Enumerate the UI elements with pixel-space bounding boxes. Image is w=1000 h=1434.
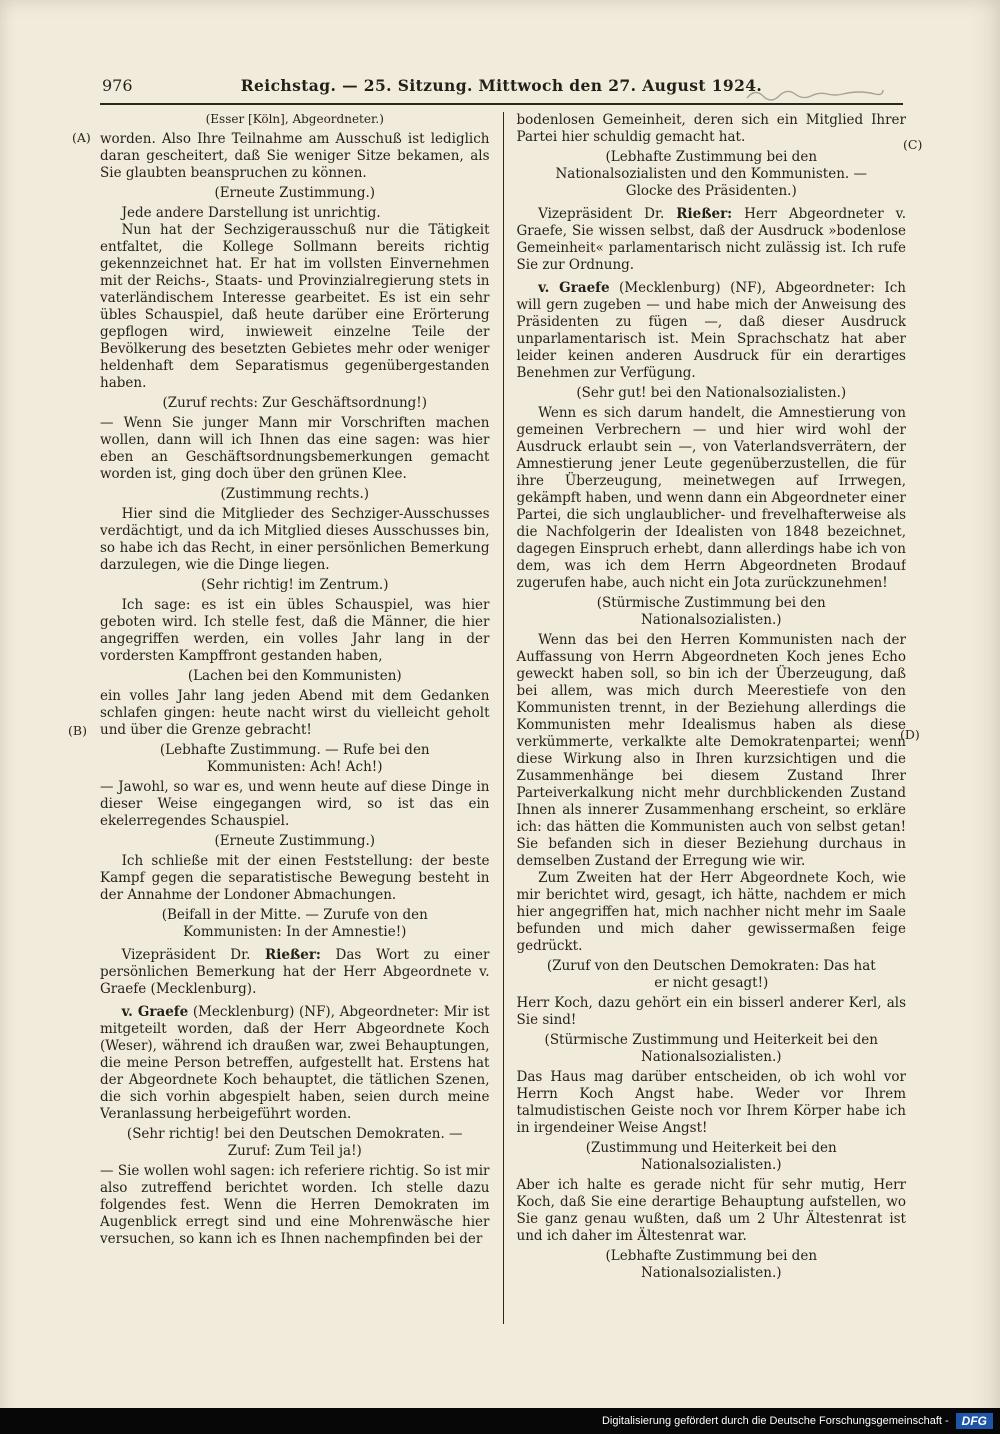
paragraph: Wenn das bei den Herren Kommunisten nach der Auffassung von Herrn Abgeordneten Koch jenes Echo geweckt haben soll, so bin ich der Überzeugung, daß bei allem, was mich durch Meerestiefe von den Kommunisten trennt, in der Beziehung allerdings die Kommunisten mehr Idealismus haben als diese verkümmerte, verkalkte alte Demokratenpartei; wenn diese Wirkung also in Ihren kurzsichtigen und die Zusammenhänge bei diesem Zustand Ihrer Parteiverkalkung nicht mehr durchblickenden Zustand Ihnen als innerer Zusammenhang erscheint, so erkläre ich: das hätten die Kommunisten auch von selbst getan! Sie befanden sich in dieser Beziehung durchaus in demselben Zustand der Erregung wie wir.: [516, 632, 906, 869]
paragraph: ein volles Jahr lang jeden Abend mit dem Gedanken schlafen gingen: heute nacht wirst du vielleicht geholt und über die Grenze gebracht!: [100, 688, 490, 738]
stage-direction: (Zustimmung und Heiterkeit bei den Nationalsozialisten.): [585, 1140, 837, 1173]
paragraph: — Jawohl, so war es, und wenn heute auf diese Dinge in dieser Weise eingegangen wird, so ist das ein ekelerregendes Schauspiel.: [100, 779, 490, 829]
column-divider: [503, 112, 504, 1324]
margin-label-d: (D): [900, 727, 920, 742]
stage-direction: (Sehr richtig! im Zentrum.): [201, 577, 389, 593]
dfg-logo: DFG: [956, 1413, 993, 1429]
speech-paragraph: Vizepräsident Dr. Rießer: Herr Abgeordneter v. Graefe, Sie wissen selbst, daß der Ausdruck »bodenlose Gemeinheit« parlamentarisch nicht zulässig ist. Ich rufe Sie zur Ordnung.: [516, 206, 906, 273]
stage-direction: (Erneute Zustimmung.): [214, 833, 376, 849]
paragraph: Jede andere Darstellung ist unrichtig.: [121, 205, 381, 221]
speaker-name: Rießer:: [676, 206, 733, 222]
speaker-name: Rießer:: [265, 947, 321, 963]
stage-direction: (Sehr richtig! bei den Deutschen Demokraten. — Zuruf: Zum Teil ja!): [126, 1126, 463, 1159]
speech-paragraph: v. Graefe (Mecklenburg) (NF), Abgeordneter: Ich will gern zugeben — und habe mich der Anweisung des Präsidenten zu fügen —, daß dieser Ausdruck unparlamentarisch ist. Mein Sprachschatz hat aber leider keinen anderen Ausdruck für ein derartiges Benehmen zur Verfügung.: [516, 280, 906, 381]
stage-direction: (Erneute Zustimmung.): [214, 185, 376, 201]
digitization-footer-bar: [0, 1408, 1000, 1434]
paragraph: Nun hat der Sechzigerausschuß nur die Tätigkeit entfaltet, die Kollege Sollmann bereits richtig gekennzeichnet hat. Er hat im vollsten Einvernehmen mit der Reichs-, Staats- und Provinzialregierung stets in vaterländischem Interesse gearbeitet. Es ist ein sehr übles Schauspiel, daß heute darüber eine Erörterung gepflogen wird, inwieweit einzelne Teile der Bevölkerung des besetzten Gebietes mehr oder weniger heldenhaft dem Separatismus gegenübergestanden haben.: [100, 222, 490, 391]
paragraph: Wenn es sich darum handelt, die Amnestierung von gemeinen Verbrechern — und hier wird wohl der Ausdruck erlaubt sein —, von Vaterlandsverrätern, der Amnestierung jener Leute gegenüberzustellen, die für ihre Überzeugung, meinetwegen auf Irrwegen, gekämpft haben, und wenn dann ein Abgeordneter einer Partei, die sich unglaublicher- und frevelhafterweise als die Nachfolgerin der Idealisten von 1848 bezeichnet, dagegen Einspruch erhebt, dann allerdings habe ich von dem, was ich dem Herrn Abgeordneten Brodauf zugerufen habe, auch nicht ein Jota zurückzunehmen!: [516, 405, 906, 591]
speaker-name: v. Graefe: [121, 1004, 189, 1020]
paragraph: Das Haus mag darüber entscheiden, ob ich wohl vor Herrn Koch Angst habe. Weder vor Ihrem talmudistischen Geiste noch vor Ihrem Körper habe ich in irgendeiner Weise Angst!: [516, 1069, 906, 1136]
stage-direction: (Lebhafte Zustimmung bei den Nationalsozialisten.): [605, 1248, 818, 1281]
paragraph: Aber ich halte es gerade nicht für sehr mutig, Herr Koch, daß Sie eine derartige Behauptung aufstellen, wo Sie ganz genau wußten, daß um 2 Uhr Ältestenrat ist und ich daher im Ältestenrat war.: [516, 1177, 906, 1244]
margin-label-b: (B): [68, 723, 87, 738]
paragraph: Ich sage: es ist ein übles Schauspiel, was hier geboten wird. Ich stelle fest, daß die Männer, die hier angegriffen werden, ein volles Jahr lang in der vordersten Kampffront gestanden haben,: [100, 597, 490, 664]
speaker-name: v. Graefe: [538, 280, 610, 296]
speech-paragraph: v. Graefe (Mecklenburg) (NF), Abgeordneter: Mir ist mitgeteilt worden, daß der Herr Abgeordnete Koch (Weser), während ich draußen war, zwei Behauptungen, die meine Person betreffen, aufgestellt hat. Erstens hat der Abgeordnete Koch behauptet, die tätlichen Szenen, die sich vorhin abgespielt haben, seien durch meine Veranlassung herbeigeführt worden.: [100, 1004, 490, 1122]
digitization-note: Digitalisierung gefördert durch die Deutsche Forschungsgemeinschaft -: [601, 1415, 949, 1427]
stage-direction: (Lebhafte Zustimmung bei den Nationalsozialisten und den Kommunisten. — Glocke des Präsidenten.): [555, 149, 867, 199]
left-column: [100, 112, 490, 1330]
paragraph: Zum Zweiten hat der Herr Abgeordnete Koch, wie mir berichtet wird, gesagt, ich hätte, nachdem er mich hier angegriffen hat, mich nachher nicht mehr im Saale befunden und mich daher gewissermaßen feige gedrückt.: [516, 870, 906, 954]
right-column: [517, 112, 907, 1330]
paragraph: — Sie wollen wohl sagen: ich referiere richtig. So ist mir also zutreffend berichtet worden. Ich stelle dazu folgendes fest. Wenn die Herren Demokraten im Augenblick erregt sind und eine Mohrenwäsche hier versuchen, so kann ich es Ihnen nachempfinden bei der: [100, 1163, 490, 1247]
stage-direction: (Zuruf rechts: Zur Geschäftsordnung!): [162, 395, 427, 411]
margin-label-c: (C): [903, 137, 923, 152]
stage-direction: (Zustimmung rechts.): [220, 486, 370, 502]
paragraph: — Wenn Sie junger Mann mir Vorschriften machen wollen, dann will ich Ihnen das eine sagen: was hier eben an Geschäftsordnungsbemerkungen gemacht worden ist, ging doch über den grünen Klee.: [100, 415, 490, 482]
page-title: Reichstag. — 25. Sitzung. Mittwoch den 27. August 1924.: [240, 76, 763, 95]
text-columns: [100, 112, 906, 1330]
stage-direction: (Lachen bei den Kommunisten): [187, 668, 402, 684]
paragraph: worden. Also Ihre Teilnahme am Ausschuß ist lediglich daran gescheitert, daß Sie weniger Sitze bekamen, als Sie glaubten beanspruchen zu können.: [100, 131, 490, 181]
paragraph: Herr Koch, dazu gehört ein ein bisserl anderer Kerl, als Sie sind!: [516, 995, 906, 1028]
paragraph: Hier sind die Mitglieder des Sechziger-Ausschusses verdächtigt, und da ich Mitglied dieses Ausschusses bin, so habe ich das Recht, in einer persönlichen Bemerkung darzulegen, wie die Dinge liegen.: [100, 506, 490, 573]
continuation-note: (Esser [Köln], Abgeordneter.): [205, 112, 384, 126]
stage-direction: (Stürmische Zustimmung bei den Nationalsozialisten.): [596, 595, 826, 628]
stage-direction: (Beifall in der Mitte. — Zurufe von den Kommunisten: In der Amnestie!): [161, 907, 428, 940]
page-number: 976: [102, 76, 133, 95]
stage-direction: (Sehr gut! bei den Nationalsozialisten.): [576, 385, 847, 401]
header-rule: [100, 103, 903, 105]
paragraph: bodenlosen Gemeinheit, deren sich ein Mitglied Ihrer Partei hier schuldig gemacht hat.: [516, 112, 906, 145]
speech-paragraph: Vizepräsident Dr. Rießer: Das Wort zu einer persönlichen Bemerkung hat der Herr Abgeordnete v. Graefe (Mecklenburg).: [100, 947, 490, 997]
stage-direction: (Lebhafte Zustimmung. — Rufe bei den Kommunisten: Ach! Ach!): [159, 742, 430, 775]
stage-direction: (Stürmische Zustimmung und Heiterkeit bei den Nationalsozialisten.): [544, 1032, 878, 1065]
paragraph: Ich schließe mit der einen Feststellung: der beste Kampf gegen die separatistische Bewegung besteht in der Annahme der Londoner Abmachungen.: [100, 853, 490, 903]
stage-direction: (Zuruf von den Deutschen Demokraten: Das hat er nicht gesagt!): [546, 958, 876, 991]
margin-label-a: (A): [72, 130, 91, 145]
